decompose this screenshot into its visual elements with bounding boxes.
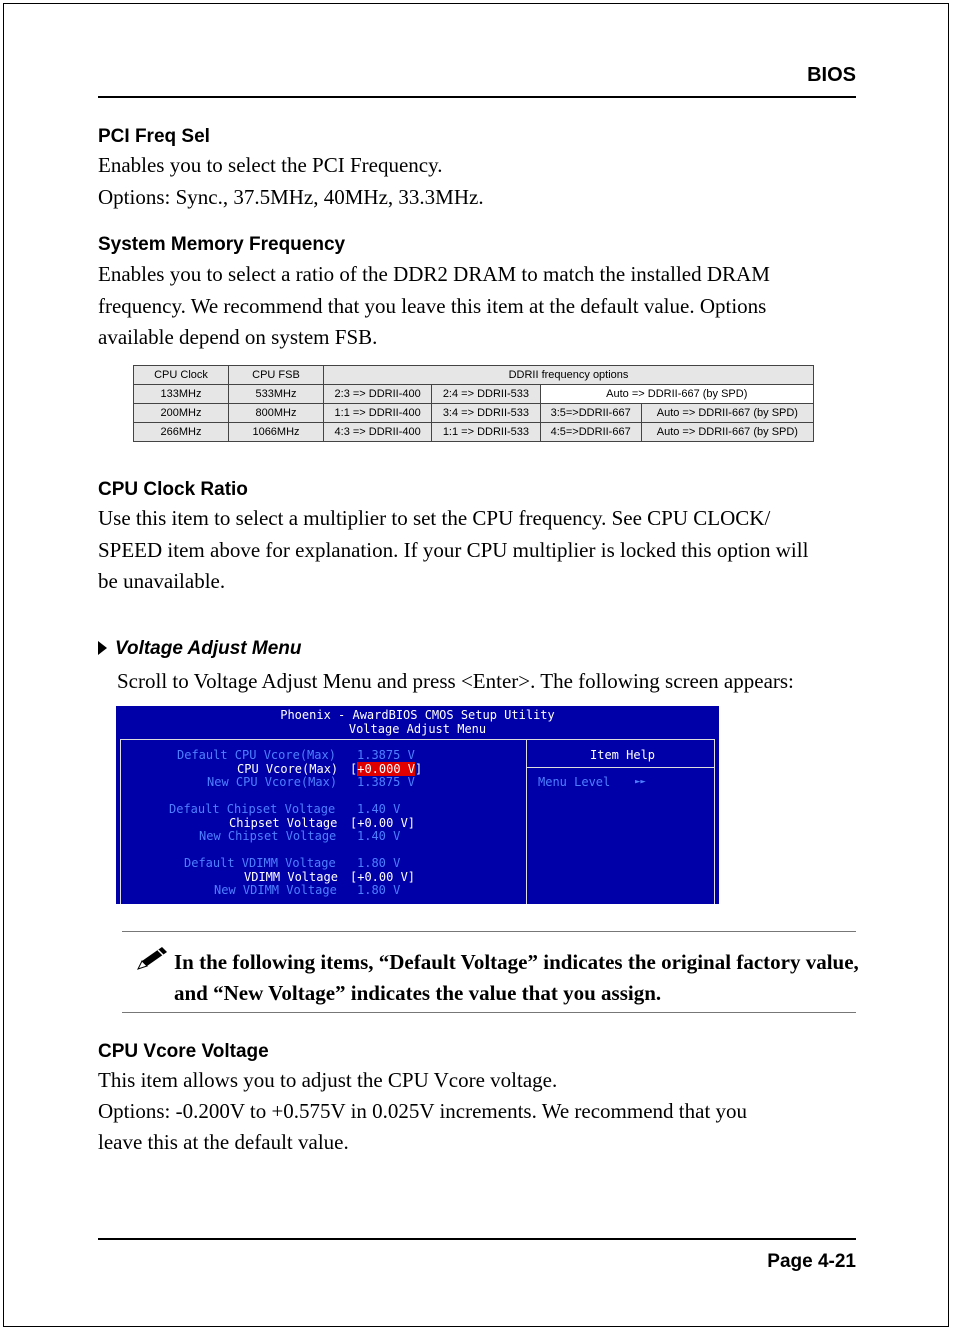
- bios-divider: [526, 739, 527, 904]
- voltage-menu-heading-text: Voltage Adjust Menu: [115, 638, 302, 659]
- pci-freq-options: Options: Sync., 37.5MHz, 40MHz, 33.3MHz.: [98, 185, 484, 209]
- table-row: [134, 404, 814, 423]
- bios-item-label: New CPU Vcore(Max): [207, 775, 338, 789]
- bios-item-label: Default Chipset Voltage: [169, 802, 336, 816]
- bios-item-label: New VDIMM Voltage: [214, 883, 337, 897]
- cpu-vcore-heading: CPU Vcore Voltage: [98, 1041, 269, 1062]
- cpu-clock-ratio-line1: Use this item to select a multiplier to set the CPU frequency. See CPU CLOCK/: [98, 506, 771, 530]
- double-arrow-icon: ►►: [635, 777, 646, 787]
- running-header: BIOS: [807, 64, 856, 86]
- bios-item-label: Chipset Voltage: [229, 816, 338, 830]
- cpu-vcore-line3: leave this at the default value.: [98, 1130, 349, 1154]
- cpu-vcore-setting[interactable]: [+0.000 V]: [350, 762, 423, 776]
- voltage-menu-heading: [98, 638, 301, 660]
- table-row: [134, 423, 814, 442]
- bios-item-label: New Chipset Voltage: [199, 829, 337, 843]
- note-bottom-rule: [122, 1012, 856, 1013]
- pencil-icon: [136, 945, 170, 971]
- bios-item-value: 1.3875 V: [357, 775, 415, 789]
- chipset-voltage-setting[interactable]: [+0.00 V]: [350, 816, 416, 830]
- table-cell: 3:5=>DDRII-667: [540, 404, 641, 423]
- bios-title: Phoenix - AwardBIOS CMOS Setup Utility: [280, 708, 555, 722]
- header-rule: [98, 96, 856, 98]
- table-cell: 1066MHz: [229, 423, 324, 442]
- mem-freq-line1: Enables you to select a ratio of the DDR2 DRAM to match the installed DRAM: [98, 262, 770, 286]
- bios-subtitle: Voltage Adjust Menu: [348, 722, 487, 736]
- header-cpu-clock: CPU Clock: [134, 366, 229, 385]
- table-cell: 1:1 => DDRII-533: [432, 423, 540, 442]
- vdimm-voltage-setting[interactable]: [+0.00 V]: [350, 870, 416, 884]
- table-cell: 1:1 => DDRII-400: [324, 404, 432, 423]
- voltage-note: In the following items, “Default Voltage” indicates the original factory value, and “New Voltage” indicates the value that you assign.: [174, 950, 859, 1005]
- table-header-row: [134, 366, 814, 385]
- table-cell: 4:5=>DDRII-667: [540, 423, 641, 442]
- table-row: [134, 385, 814, 404]
- cpu-clock-ratio-heading: CPU Clock Ratio: [98, 479, 248, 500]
- menu-level-label: Menu Level: [538, 775, 611, 789]
- page-number: Page 4-21: [767, 1251, 856, 1272]
- bios-item-label: VDIMM Voltage: [244, 870, 338, 884]
- mem-freq-heading: System Memory Frequency: [98, 234, 346, 255]
- pci-freq-heading: PCI Freq Sel: [98, 126, 210, 147]
- table-cell: 133MHz: [134, 385, 229, 404]
- table-cell: 2:3 => DDRII-400: [324, 385, 432, 404]
- header-cpu-fsb: CPU FSB: [229, 366, 324, 385]
- bios-item-value: 1.3875 V: [357, 748, 415, 762]
- table-cell: Auto => DDRII-667 (by SPD): [540, 385, 813, 404]
- table-cell: 800MHz: [229, 404, 324, 423]
- cpu-clock-ratio-line2: SPEED item above for explanation. If your CPU multiplier is locked this option will: [98, 538, 809, 562]
- table-cell: 3:4 => DDRII-533: [432, 404, 540, 423]
- voltage-menu-intro: Scroll to Voltage Adjust Menu and press <Enter>. The following screen appears:: [117, 669, 794, 693]
- table-cell: 4:3 => DDRII-400: [324, 423, 432, 442]
- ddr-frequency-table: [133, 365, 814, 442]
- bios-screenshot: [116, 706, 719, 904]
- header-ddr-options: DDRII frequency options: [324, 366, 814, 385]
- table-cell: 266MHz: [134, 423, 229, 442]
- bios-item-label: CPU Vcore(Max): [237, 762, 339, 776]
- cpu-clock-ratio-line3: be unavailable.: [98, 569, 226, 593]
- bios-help-divider: [526, 767, 715, 768]
- triangle-right-icon: [98, 641, 107, 655]
- table-cell: 2:4 => DDRII-533: [432, 385, 540, 404]
- pci-freq-desc: Enables you to select the PCI Frequency.: [98, 153, 443, 177]
- bios-item-value: 1.80 V: [357, 856, 401, 870]
- cpu-vcore-line2: Options: -0.200V to +0.575V in 0.025V increments. We recommend that you: [98, 1099, 748, 1123]
- bios-item-value: 1.40 V: [357, 802, 401, 816]
- bios-item-label: Default VDIMM Voltage: [184, 856, 336, 870]
- mem-freq-line3: available depend on system FSB.: [98, 325, 378, 349]
- note-top-rule: [122, 931, 856, 932]
- bios-item-value: 1.40 V: [357, 829, 401, 843]
- table-cell: Auto => DDRII-667 (by SPD): [641, 423, 813, 442]
- item-help-title: Item Help: [590, 748, 656, 762]
- bios-item-label: Default CPU Vcore(Max): [177, 748, 336, 762]
- table-cell: 200MHz: [134, 404, 229, 423]
- table-cell: Auto => DDRII-667 (by SPD): [641, 404, 813, 423]
- cpu-vcore-line1: This item allows you to adjust the CPU Vcore voltage.: [98, 1068, 558, 1092]
- mem-freq-line2: frequency. We recommend that you leave this item at the default value. Options: [98, 294, 767, 318]
- footer-rule: [98, 1238, 856, 1240]
- bios-item-value: 1.80 V: [357, 883, 401, 897]
- table-cell: 533MHz: [229, 385, 324, 404]
- bios-selected-value[interactable]: +0.000 V: [357, 762, 416, 776]
